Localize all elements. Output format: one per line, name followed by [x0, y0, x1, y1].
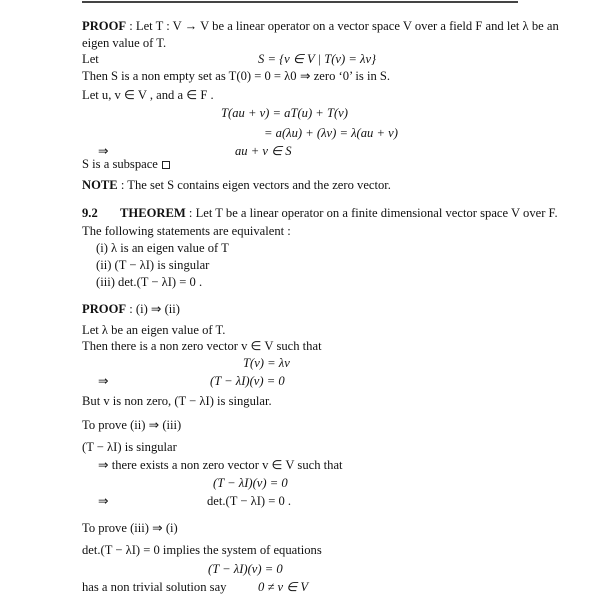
- note-label: NOTE: [82, 178, 118, 192]
- proof3-implies: ⇒: [98, 494, 109, 508]
- proof4-title: To prove (iii) ⇒ (i): [82, 521, 178, 535]
- proof2-implies: ⇒: [98, 374, 109, 388]
- proof1-line4b: ⇒ zero ‘0’ is in S.: [300, 69, 391, 83]
- theorem-statement: [120, 206, 558, 220]
- proof3-title: To prove (ii) ⇒ (iii): [82, 418, 182, 432]
- equation-2: = a(λu) + (λv) = λ(au + v): [264, 126, 398, 140]
- proof2-eq1: T(v) = λv: [243, 356, 290, 370]
- implies-arrow: ⇒: [98, 144, 109, 158]
- proof1-line1: [82, 19, 559, 33]
- qed-square-icon: [162, 161, 170, 169]
- proof-heading: PROOF: [82, 19, 127, 33]
- theorem-label: THEOREM: [120, 206, 186, 220]
- proof2-line5: But v is non zero, (T − λI) is singular.: [82, 394, 272, 408]
- equation-1: T(au + v) = aT(u) + T(v): [221, 106, 348, 120]
- proof1-line5: Let u, v ∈ V , and a ∈ F .: [82, 88, 214, 102]
- top-rule: [82, 1, 518, 3]
- theorem-item-1: (i) λ is an eigen value of T: [96, 241, 229, 255]
- proof4-line3b: 0 ≠ v ∈ V: [258, 580, 309, 594]
- conclusion-text: S is a subspace: [82, 157, 158, 171]
- theorem-number: 9.2: [82, 206, 98, 220]
- note: [82, 178, 391, 192]
- proof2-heading: PROOF: [82, 302, 127, 316]
- conclusion: [82, 157, 170, 171]
- proof3-eq2: det.(T − λI) = 0 .: [207, 494, 292, 508]
- theorem-item-2: (ii) (T − λI) is singular: [96, 258, 210, 272]
- note-text: : The set S contains eigen vectors and the zero vector.: [117, 178, 391, 192]
- proof3-line1: (T − λI) is singular: [82, 440, 177, 454]
- proof2-line2: Then there is a non zero vector v ∈ V such that: [82, 339, 322, 353]
- proof4-line1: det.(T − λI) = 0 implies the system of equations: [82, 543, 322, 557]
- proof2-line1: Let λ be an eigen value of T.: [82, 323, 226, 337]
- let-label: Let: [82, 52, 99, 66]
- theorem-intro: The following statements are equivalent :: [82, 224, 291, 238]
- proof1-line4a: Then S is a non empty set as T(0) = 0 = λ0: [82, 69, 297, 83]
- proof2-heading-line: [82, 302, 180, 316]
- proof1-line2: eigen value of T.: [82, 36, 167, 50]
- proof3-eq1: (T − λI)(v) = 0: [213, 476, 288, 490]
- proof2-eq2: (T − λI)(v) = 0: [210, 374, 285, 388]
- proof4-line3a: has a non trivial solution say: [82, 580, 227, 594]
- proof3-line2: ⇒ there exists a non zero vector v ∈ V such that: [98, 458, 343, 472]
- equation-3: au + v ∈ S: [235, 144, 292, 158]
- proof1-text: : Let T : V → V be a linear operator on a vector space V over a field F and let λ be an: [126, 19, 559, 33]
- set-definition: S = {v ∈ V | T(v) = λv}: [258, 52, 377, 66]
- proof2-step: : (i) ⇒ (ii): [126, 302, 180, 316]
- theorem-text: : Let T be a linear operator on a finite dimensional vector space V over F.: [185, 206, 558, 220]
- theorem-item-3: (iii) det.(T − λI) = 0 .: [96, 275, 203, 289]
- proof4-eq1: (T − λI)(v) = 0: [208, 562, 283, 576]
